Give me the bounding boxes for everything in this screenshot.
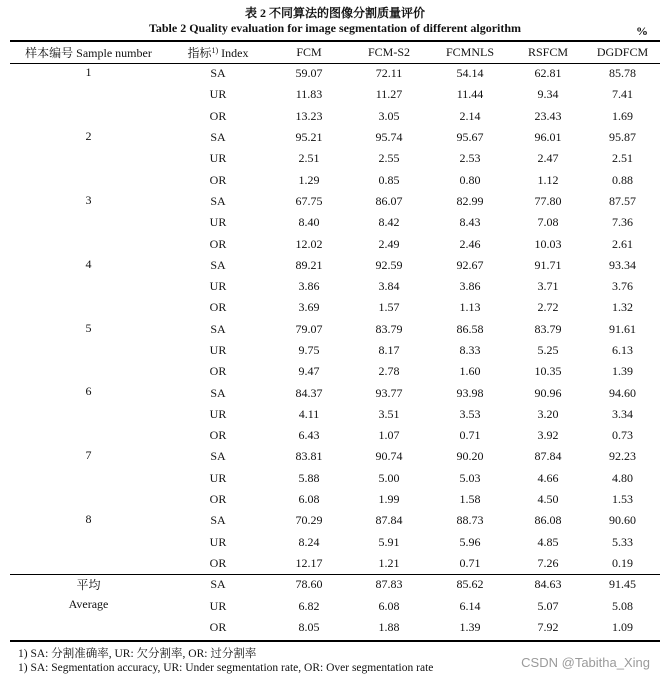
value-cell: 4.66: [537, 470, 559, 485]
value-cell: 3.86: [459, 279, 481, 294]
value-cell: 90.96: [534, 385, 562, 400]
value-cell: 12.17: [295, 555, 323, 570]
value-cell: 5.08: [612, 598, 633, 613]
value-cell: 1.57: [378, 300, 400, 315]
value-cell: 5.33: [612, 534, 633, 549]
value-cell: 70.29: [295, 513, 323, 528]
index-cell: SA: [210, 193, 226, 208]
value-cell: 86.58: [456, 321, 484, 336]
sample-id: 4: [85, 256, 92, 271]
value-cell: 83.79: [375, 321, 403, 336]
value-cell: 3.51: [378, 406, 400, 421]
value-cell: 9.47: [298, 364, 320, 379]
value-cell: 88.73: [456, 513, 484, 528]
value-cell: 2.72: [537, 300, 559, 315]
average-label-cn: 平均: [76, 578, 101, 593]
value-cell: 11.83: [295, 87, 323, 102]
average-row: [10, 574, 660, 596]
value-cell: 1.32: [612, 300, 633, 315]
header-index-sup: 1): [211, 45, 219, 55]
sample-id: 7: [85, 448, 92, 463]
value-cell: 87.84: [375, 513, 403, 528]
value-cell: 87.57: [609, 193, 636, 208]
value-cell: 1.21: [378, 555, 400, 570]
value-cell: 1.88: [378, 620, 400, 635]
index-cell: UR: [209, 470, 227, 485]
value-cell: 9.75: [298, 343, 320, 357]
value-cell: 79.07: [295, 321, 323, 336]
index-cell: SA: [210, 66, 226, 81]
index-cell: UR: [209, 87, 227, 102]
value-cell: 5.00: [378, 470, 400, 485]
value-cell: 7.92: [537, 620, 559, 635]
value-cell: 0.71: [459, 555, 481, 570]
value-cell: 7.36: [612, 215, 633, 230]
value-cell: 3.76: [612, 279, 633, 294]
value-cell: 6.08: [298, 492, 320, 507]
sample-id-cell: [10, 446, 167, 510]
value-cell: 6.08: [378, 598, 400, 613]
index-cell: SA: [210, 257, 226, 272]
value-cell: 90.60: [609, 513, 636, 528]
index-cell: OR: [209, 300, 227, 315]
header-index-cn: 指标: [187, 45, 212, 60]
value-cell: 0.73: [612, 428, 633, 443]
value-cell: 2.55: [378, 151, 400, 166]
value-cell: 95.67: [456, 130, 484, 145]
table-row: [10, 255, 660, 276]
sample-id: 6: [85, 384, 92, 399]
table-row: [10, 127, 660, 148]
value-cell: 54.14: [456, 66, 484, 81]
table-row: [10, 319, 660, 340]
value-cell: 1.12: [537, 172, 559, 187]
value-cell: 2.78: [378, 364, 400, 379]
value-cell: 8.42: [378, 215, 400, 230]
footnote-cn: 1) SA: 分割准确率, UR: 欠分割率, OR: 过分割率: [18, 648, 257, 660]
sample-id-cell: [10, 255, 167, 319]
table-row: [10, 63, 660, 84]
index-cell: SA: [210, 385, 226, 400]
value-cell: 3.20: [537, 406, 559, 421]
table-row: [10, 191, 660, 212]
sample-id: 8: [85, 512, 92, 527]
value-cell: 23.43: [534, 108, 562, 123]
index-cell: UR: [209, 279, 227, 294]
value-cell: 1.99: [378, 492, 400, 507]
value-cell: 85.78: [609, 66, 636, 81]
value-cell: 67.75: [295, 193, 323, 208]
average-label-en: Average: [68, 597, 109, 612]
value-cell: 5.25: [537, 343, 559, 357]
value-cell: 4.85: [537, 534, 559, 549]
index-cell: SA: [210, 130, 226, 145]
value-cell: 84.63: [534, 577, 562, 592]
value-cell: 8.05: [298, 620, 320, 635]
value-cell: 82.99: [456, 193, 484, 208]
value-cell: 3.53: [459, 406, 481, 421]
average-label-cell: [10, 574, 167, 639]
table-row: [10, 382, 660, 403]
value-cell: 62.81: [534, 66, 562, 81]
value-cell: 91.61: [609, 321, 636, 336]
sample-id: 2: [85, 128, 92, 143]
value-cell: 3.71: [537, 279, 559, 294]
value-cell: 5.96: [459, 534, 481, 549]
unit-label: %: [636, 24, 648, 38]
value-cell: 2.61: [612, 236, 633, 251]
sample-id-cell: [10, 127, 167, 191]
value-cell: 5.88: [298, 470, 320, 485]
value-cell: 4.80: [612, 470, 633, 485]
header-fcm: FCM: [296, 44, 322, 59]
value-cell: 1.58: [459, 492, 481, 507]
results-table: [10, 41, 660, 639]
value-cell: 9.34: [537, 87, 559, 102]
value-cell: 11.44: [456, 87, 484, 102]
value-cell: 5.91: [378, 534, 400, 549]
value-cell: 1.07: [378, 428, 400, 443]
value-cell: 0.80: [459, 172, 481, 187]
value-cell: 86.08: [534, 513, 562, 528]
value-cell: 93.77: [375, 385, 403, 400]
footnote-en: 1) SA: Segmentation accuracy, UR: Under segmentation rate, OR: Over segmentation rate: [18, 662, 434, 674]
value-cell: 0.88: [612, 172, 633, 187]
value-cell: 7.26: [537, 555, 559, 570]
value-cell: 3.69: [298, 300, 320, 315]
value-cell: 90.20: [456, 449, 484, 464]
value-cell: 59.07: [295, 66, 323, 81]
value-cell: 94.60: [609, 385, 636, 400]
index-cell: OR: [209, 620, 227, 635]
header-dgdfcm: DGDFCM: [596, 44, 649, 59]
value-cell: 85.62: [456, 577, 484, 592]
value-cell: 90.74: [375, 449, 403, 464]
value-cell: 92.59: [375, 257, 403, 272]
header-fcms2: FCM-S2: [367, 44, 411, 59]
value-cell: 8.33: [459, 343, 481, 357]
header-fcmnls: FCMNLS: [445, 44, 495, 59]
index-cell: OR: [209, 428, 227, 443]
index-cell: SA: [210, 577, 226, 592]
index-cell: OR: [209, 108, 227, 123]
value-cell: 1.60: [459, 364, 481, 379]
value-cell: 89.21: [295, 257, 323, 272]
value-cell: 96.01: [534, 130, 562, 145]
value-cell: 78.60: [295, 577, 323, 592]
index-cell: OR: [209, 236, 227, 251]
value-cell: 1.13: [459, 300, 481, 315]
value-cell: 72.11: [375, 66, 403, 81]
value-cell: 92.23: [609, 449, 636, 464]
index-cell: UR: [209, 215, 227, 230]
value-cell: 3.92: [537, 428, 559, 443]
sample-id: 1: [85, 65, 92, 79]
value-cell: 2.46: [459, 236, 481, 251]
value-cell: 5.07: [537, 598, 559, 613]
value-cell: 2.51: [298, 151, 320, 166]
index-cell: SA: [210, 321, 226, 336]
value-cell: 6.82: [298, 598, 320, 613]
value-cell: 3.34: [612, 406, 633, 421]
value-cell: 77.80: [534, 193, 562, 208]
value-cell: 83.79: [534, 321, 562, 336]
table-title-cn: 表 2 不同算法的图像分割质量评价: [244, 6, 425, 20]
value-cell: 8.17: [378, 343, 400, 357]
index-cell: UR: [209, 343, 227, 357]
header-index: [167, 41, 269, 63]
value-cell: 93.34: [609, 257, 636, 272]
value-cell: 0.19: [612, 555, 633, 570]
value-cell: 92.67: [456, 257, 484, 272]
value-cell: 0.85: [378, 172, 400, 187]
value-cell: 8.24: [298, 534, 320, 549]
value-cell: 86.07: [375, 193, 403, 208]
value-cell: 1.53: [612, 492, 633, 507]
value-cell: 1.39: [612, 364, 633, 379]
value-cell: 1.69: [612, 108, 633, 123]
value-cell: 7.08: [537, 215, 559, 230]
sample-id-cell: [10, 319, 167, 383]
index-cell: UR: [209, 534, 227, 549]
sample-body: [10, 63, 660, 574]
value-cell: 1.29: [298, 172, 320, 187]
sample-id: 3: [85, 192, 92, 207]
sample-id: 5: [85, 320, 92, 335]
value-cell: 93.98: [456, 385, 484, 400]
value-cell: 5.03: [459, 470, 481, 485]
value-cell: 0.71: [459, 428, 481, 443]
table-title-en: Table 2 Quality evaluation for image segmentation of different algorithm: [148, 21, 522, 35]
value-cell: 95.74: [375, 130, 403, 145]
value-cell: 1.39: [459, 620, 481, 635]
value-cell: 6.43: [298, 428, 320, 443]
value-cell: 11.27: [375, 87, 403, 102]
value-cell: 87.83: [375, 577, 403, 592]
value-cell: 95.21: [295, 130, 323, 145]
value-cell: 84.37: [295, 385, 323, 400]
index-cell: UR: [209, 598, 227, 613]
value-cell: 4.50: [537, 492, 559, 507]
value-cell: 2.51: [612, 151, 633, 166]
value-cell: 2.53: [459, 151, 481, 166]
header-rsfcm: RSFCM: [527, 44, 569, 59]
sample-id-cell: [10, 510, 167, 574]
value-cell: 1.09: [612, 620, 633, 635]
header-index-en: Index: [218, 45, 249, 60]
value-cell: 8.40: [298, 215, 320, 230]
index-cell: UR: [209, 151, 227, 166]
value-cell: 91.45: [609, 577, 636, 592]
value-cell: 83.81: [295, 449, 323, 464]
table-row: [10, 446, 660, 467]
sample-id-cell: [10, 382, 167, 446]
value-cell: 10.35: [534, 364, 562, 379]
watermark: CSDN @Tabitha_Xing: [521, 655, 650, 670]
header-sample: 样本编号 Sample number: [25, 45, 152, 60]
value-cell: 3.84: [378, 279, 400, 294]
value-cell: 6.14: [459, 598, 481, 613]
index-cell: UR: [209, 406, 227, 421]
value-cell: 2.49: [378, 236, 400, 251]
value-cell: 13.23: [295, 108, 323, 123]
value-cell: 7.41: [612, 87, 633, 102]
value-cell: 12.02: [295, 236, 323, 251]
index-cell: SA: [210, 449, 226, 464]
sample-id-cell: [10, 63, 167, 127]
value-cell: 2.14: [459, 108, 481, 123]
value-cell: 4.11: [298, 406, 320, 421]
value-cell: 87.84: [534, 449, 562, 464]
value-cell: 91.71: [534, 257, 562, 272]
table-row: [10, 510, 660, 531]
index-cell: OR: [209, 555, 227, 570]
value-cell: 10.03: [534, 236, 562, 251]
value-cell: 3.86: [298, 279, 320, 294]
header-row: [10, 41, 660, 63]
average-body: [10, 574, 660, 639]
bottom-rule: [10, 640, 660, 642]
sample-id-cell: [10, 191, 167, 255]
index-cell: SA: [210, 513, 226, 528]
value-cell: 6.13: [612, 343, 633, 357]
value-cell: 2.47: [537, 151, 559, 166]
value-cell: 95.87: [609, 130, 636, 145]
index-cell: OR: [209, 172, 227, 187]
index-cell: OR: [209, 364, 227, 379]
value-cell: 8.43: [459, 215, 481, 230]
index-cell: OR: [209, 492, 227, 507]
value-cell: 3.05: [378, 108, 400, 123]
